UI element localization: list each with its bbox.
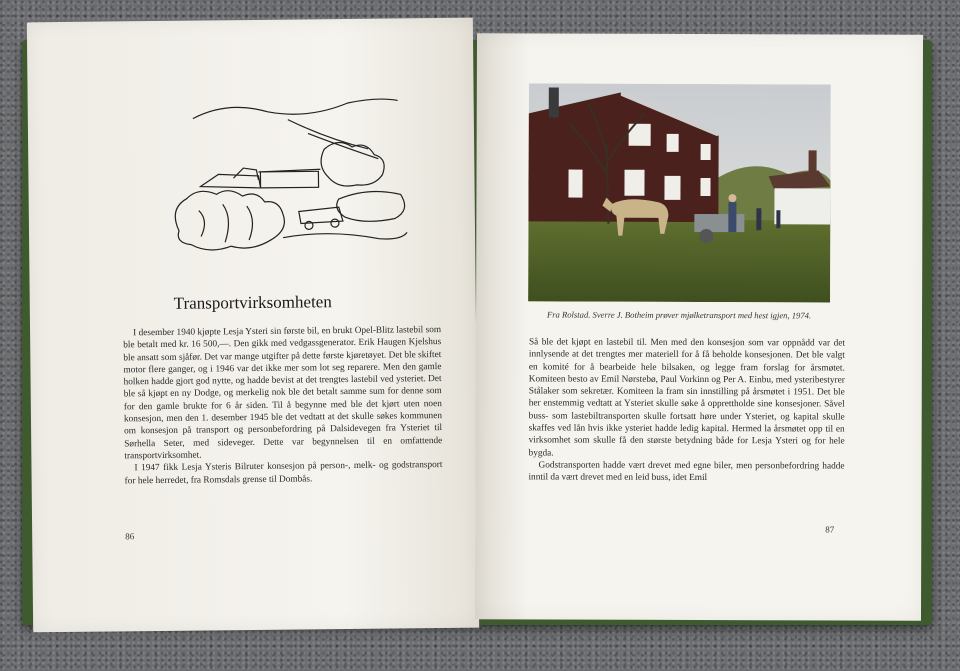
paragraph: Godstransporten hadde vært drevet med egne biler, men personbefordring hadde inntil da vært drevet med en leid buss, idet Emil bbox=[528, 460, 845, 484]
right-body-text bbox=[528, 336, 845, 485]
paragraph: I desember 1940 kjøpte Lesja Ysteri sin første bil, en brukt Opel-Blitz lastebil som ble betalt med kr. 16 500,—. Den gikk med vedgassgenerator. Erik Haugen Kjelshus ble ansatt som sjåfør. Det var mange utgifter på dette første kjøretøyet. Det ble skiftet motor flere ganger, og i 1946 var det ikke mer som lot seg reparere. Men den gamle holken hadde gjort god nytte, og hadde bevist at det trengtes lastebil ved ysteriet. Det ble så kjøpt en ny Dodge, og merkelig nok ble det betalt samme sum for denne som for den gamle brukte for 6 år siden. Til å begynne med ble det kjørt uten noen konsesjon, men den 1. desember 1945 ble det vedtatt at det skulle søkes kommunen om konsesjon på transport og personbefordring på Dalsidevegen fra Ysteriet til Sørhella Seter, med sideveger. Dette var begynnelsen til en omfattende transportvirksomhet. bbox=[123, 325, 443, 462]
farm-sketch-illustration bbox=[138, 88, 410, 261]
page-number: 86 bbox=[125, 531, 135, 542]
section-heading: Transportvirksomheten bbox=[173, 292, 332, 313]
left-page bbox=[27, 18, 479, 633]
right-page bbox=[475, 33, 923, 621]
farmhouse-photo bbox=[528, 83, 831, 302]
page-number: 87 bbox=[825, 524, 835, 535]
left-body-text bbox=[123, 324, 443, 487]
photo-caption: Fra Rolstad. Sverre J. Botheim prøver mjølketransport med hest igjen, 1974. bbox=[546, 309, 812, 321]
paragraph: Så ble det kjøpt en lastebil til. Men med den konsesjon som var oppnådd var det innlysende at det trengtes mer materiell for å få beholde konsesjonen. Det ble valgt en komité for å bearbeide hele bilsaken, og legge fram forslag for årsmøtet. Komiteen besto av Emil Nørstebø, Paul Vorkinn og Per A. Einbu, med ysteribestyrer Stålaker som sekretær. Komiteen la fram sin innstilling på årsmøtet i 1951. Det ble her enstemmig vedtatt at Ysteriet skulle søke å opprettholde sine konsesjoner. Såvel buss- som lastebiltransporten skulle fortsatt høre under Ysteriet, og kapital skulle skaffes ved lån hvis ikke ysteriet hadde ledig kapital. Hermed la årsmøtet opp til en virksomhet som skulle få den største betydning både for Lesja Ysteri og for hele bygda. bbox=[528, 337, 845, 459]
paragraph: I 1947 fikk Lesja Ysteris Bilruter konsesjon på person-, melk- og godstransport for hele herredet, fra Romsdals grense til Dombås. bbox=[124, 460, 443, 486]
